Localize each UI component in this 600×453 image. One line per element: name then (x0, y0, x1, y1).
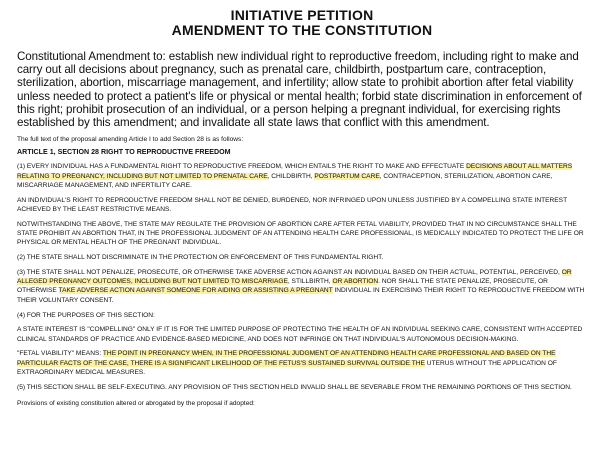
section-paragraph-5 (17, 268, 587, 305)
para-text: , STILLBIRTH, (287, 278, 333, 286)
para-text: UTERUS WITHOUT THE APPLICATION OF EXTRAORDINARY MEDICAL MEASURES. (17, 359, 557, 377)
section-paragraph-3: NOTWITHSTANDING THE ABOVE, THE STATE MAY REGULATE THE PROVISION OF ABORTION CARE AFTER FETAL VIABILITY, PROVIDED THAT IN NO CIRCUMSTANCE SHALL THE STATE PROHIBIT AN ABORTION THAT, IN THE PROFESSIONAL JUDGMENT OF AN ATTENDING HEALTH CARE PROFESSIONAL, IS MEDICALLY INDICATED TO PROTECT THE LIFE OR PHYSICAL OR MENTAL HEALTH OF THE PREGNANT INDIVIDUAL. (17, 220, 584, 247)
highlighted-text: POSTPARTUM CARE (314, 172, 380, 180)
highlighted-text: DECISIONS ABOUT ALL MATTERS RELATING TO PREGNANCY, INCLUDING BUT NOT LIMITED TO PRENATAL CARE (17, 163, 573, 180)
footer-note: Provisions of existing constitution altered or abrogated by the proposal if adopted: (17, 400, 255, 408)
section-paragraph-8 (17, 349, 587, 377)
section-paragraph-1 (17, 162, 587, 190)
para-text: . NOR SHALL THE STATE PENALIZE, PROSECUTE, OR OTHERWISE (17, 278, 548, 295)
section-paragraph-4: (2) THE STATE SHALL NOT DISCRIMINATE IN THE PROTECTION OR ENFORCEMENT OF THIS FUNDAMENTAL RIGHT. (17, 254, 384, 262)
section-paragraph-2: AN INDIVIDUAL'S RIGHT TO REPRODUCTIVE FREEDOM SHALL NOT BE DENIED, BURDENED, NOR INFRINGED UPON UNLESS JUSTIFIED BY A COMPELLING STATE INTEREST ACHIEVED BY THE LEAST RESTRICTIVE MEANS. (17, 196, 567, 213)
highlighted-text: TAKE ADVERSE ACTION AGAINST SOMEONE FOR AIDING OR ASSISTING A PREGNANT (58, 287, 333, 295)
para-text: "FETAL VIABILITY" MEANS: (17, 350, 103, 358)
highlighted-text: OR ALLEGED PREGNANCY OUTCOMES, INCLUDING BUT NOT LIMITED TO MISCARRIAGE (17, 268, 572, 286)
page-subtitle: AMENDMENT TO THE CONSTITUTION (171, 22, 433, 38)
article-heading: ARTICLE 1, SECTION 28 RIGHT TO REPRODUCTIVE FREEDOM (17, 148, 231, 157)
para-text: , CONTRACEPTION, STERILIZATION, ABORTION CARE, MISCARRIAGE MANAGEMENT, AND INFERTILITY CARE. (17, 172, 553, 189)
section-paragraph-7: A STATE INTEREST IS "COMPELLING" ONLY IF IT IS FOR THE LIMITED PURPOSE OF PROTECTING THE HEALTH OF AN INDIVIDUAL SEEKING CARE, CONSISTENT WITH ACCEPTED CLINICAL STANDARDS OF PRACTICE AND EVIDENCE-BASED MEDICINE, AND DOES NOT INFRINGE ON THAT INDIVIDUAL'S AUTONOMOUS DECISION-MAKING. (17, 326, 583, 343)
section-paragraph-6: (4) FOR THE PURPOSES OF THIS SECTION: (17, 311, 155, 319)
para-text: , CHILDBIRTH, (267, 172, 315, 180)
para-text: INDIVIDUAL IN EXERCISING THEIR RIGHT TO REPRODUCTIVE FREEDOM WITH THEIR VOLUNTARY CONSENT. (17, 287, 585, 304)
amendment-summary: Constitutional Amendment to: establish new individual right to reproductive freedom, including right to make and carry out all decisions about pregnancy, such as prenatal care, childbirth, postpartum care, contraception, sterilization, abortion, miscarriage management, and infertility; allow state to prohibit abortion after fetal viability unless needed to protect a patient's life or physical or mental health; forbid state discrimination in enforcement of this right; prohibit prosecution of an individual, or a person helping a pregnant individual, for exercising rights established by this amendment; and invalidate all state laws that conflict with this amendment. (17, 50, 582, 130)
para-text: (1) EVERY INDIVIDUAL HAS A FUNDAMENTAL RIGHT TO REPRODUCTIVE FREEDOM, WHICH ENTAILS THE RIGHT TO MAKE AND EFFECTUATE (17, 163, 467, 171)
highlighted-text: THE POINT IN PREGNANCY WHEN, IN THE PROFESSIONAL JUDGMENT OF AN ATTENDING HEALTH CARE PROFESSIONAL AND BASED ON THE PARTICULAR FACTS OF THE CASE, THERE IS A SIGNIFICANT LIKELIHOOD OF THE FETUS'S SUSTAINED SURVIVAL OUTSIDE THE (17, 350, 556, 367)
highlighted-text: OR ABORTION (332, 278, 379, 286)
para-text: (3) THE STATE SHALL NOT PENALIZE, PROSECUTE, OR OTHERWISE TAKE ADVERSE ACTION AGAINST AN INDIVIDUAL BASED ON THEIR ACTUAL, POTENTIAL, PERCEIVED, (17, 268, 562, 276)
page-title: INITIATIVE PETITION (230, 7, 374, 23)
section-paragraph-9: (5) THIS SECTION SHALL BE SELF-EXECUTING. ANY PROVISION OF THIS SECTION HELD INVALID SHALL BE SEVERABLE FROM THE REMAINING PORTIONS OF THIS SECTION. (17, 383, 572, 391)
intro-text: The full text of the proposal amending Article I to add Section 28 is as follows: (17, 136, 244, 144)
